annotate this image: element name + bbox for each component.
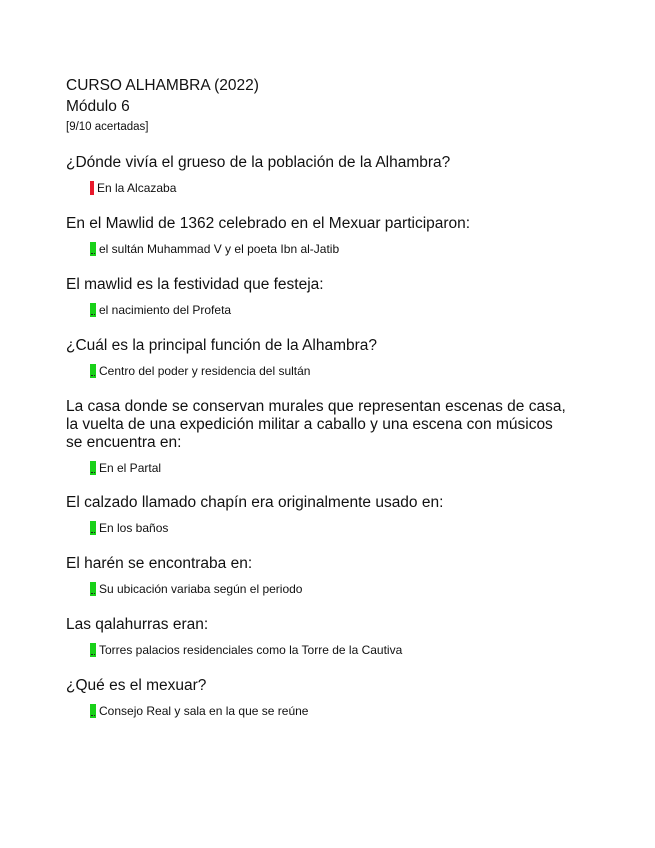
score-summary: [9/10 acertadas]: [66, 121, 149, 133]
correct-marker-icon: [90, 364, 96, 378]
answer-row: [90, 241, 566, 257]
question-text: El mawlid es la festividad que festeja:: [66, 276, 324, 293]
answer-row: [90, 642, 566, 658]
question-block: [66, 276, 566, 318]
answer-row: [90, 180, 566, 196]
question-block: [66, 494, 566, 536]
document-header: [66, 76, 259, 134]
correct-marker-icon: [90, 582, 96, 596]
answer-row: [90, 302, 566, 318]
question-text: Las qalahurras eran:: [66, 616, 209, 633]
question-text: El harén se encontraba en:: [66, 555, 253, 572]
answer-text: En los baños: [99, 521, 169, 535]
answer-text: Consejo Real y sala en la que se reúne: [99, 704, 309, 718]
answer-row: [90, 581, 566, 597]
correct-marker-icon: [90, 303, 96, 317]
course-title: CURSO ALHAMBRA (2022): [66, 77, 259, 94]
question-text: El calzado llamado chapín era originalmente usado en:: [66, 494, 444, 511]
question-block: [66, 154, 566, 196]
question-text: En el Mawlid de 1362 celebrado en el Mexuar participaron:: [66, 215, 471, 232]
question-block: [66, 215, 566, 257]
incorrect-marker-icon: [90, 181, 94, 195]
answer-text: Su ubicación variaba según el periodo: [99, 582, 303, 596]
answer-row: [90, 703, 566, 719]
module-title: Módulo 6: [66, 98, 130, 115]
correct-marker-icon: [90, 521, 96, 535]
correct-marker-icon: [90, 242, 96, 256]
answer-text: En el Partal: [99, 461, 162, 475]
question-text: ¿Cuál es la principal función de la Alhambra?: [66, 337, 378, 354]
answer-row: [90, 363, 566, 379]
answer-row: [90, 460, 566, 476]
answer-row: [90, 520, 566, 536]
question-block: [66, 555, 566, 597]
answer-text: En la Alcazaba: [97, 181, 177, 195]
correct-marker-icon: [90, 643, 96, 657]
question-text: La casa donde se conservan murales que representan escenas de casa, la vuelta de una expedición militar a caballo y una escena con músicos se encuentra en:: [66, 398, 566, 451]
question-block: [66, 398, 566, 476]
answer-text: Torres palacios residenciales como la Torre de la Cautiva: [99, 643, 403, 657]
answer-text: Centro del poder y residencia del sultán: [99, 364, 311, 378]
correct-marker-icon: [90, 461, 96, 475]
question-text: ¿Dónde vivía el grueso de la población de la Alhambra?: [66, 154, 451, 171]
answer-text: el nacimiento del Profeta: [99, 303, 232, 317]
question-block: [66, 677, 566, 719]
question-block: [66, 616, 566, 658]
correct-marker-icon: [90, 704, 96, 718]
answer-text: el sultán Muhammad V y el poeta Ibn al-Jatib: [99, 242, 340, 256]
question-text: ¿Qué es el mexuar?: [66, 677, 207, 694]
question-block: [66, 337, 566, 379]
